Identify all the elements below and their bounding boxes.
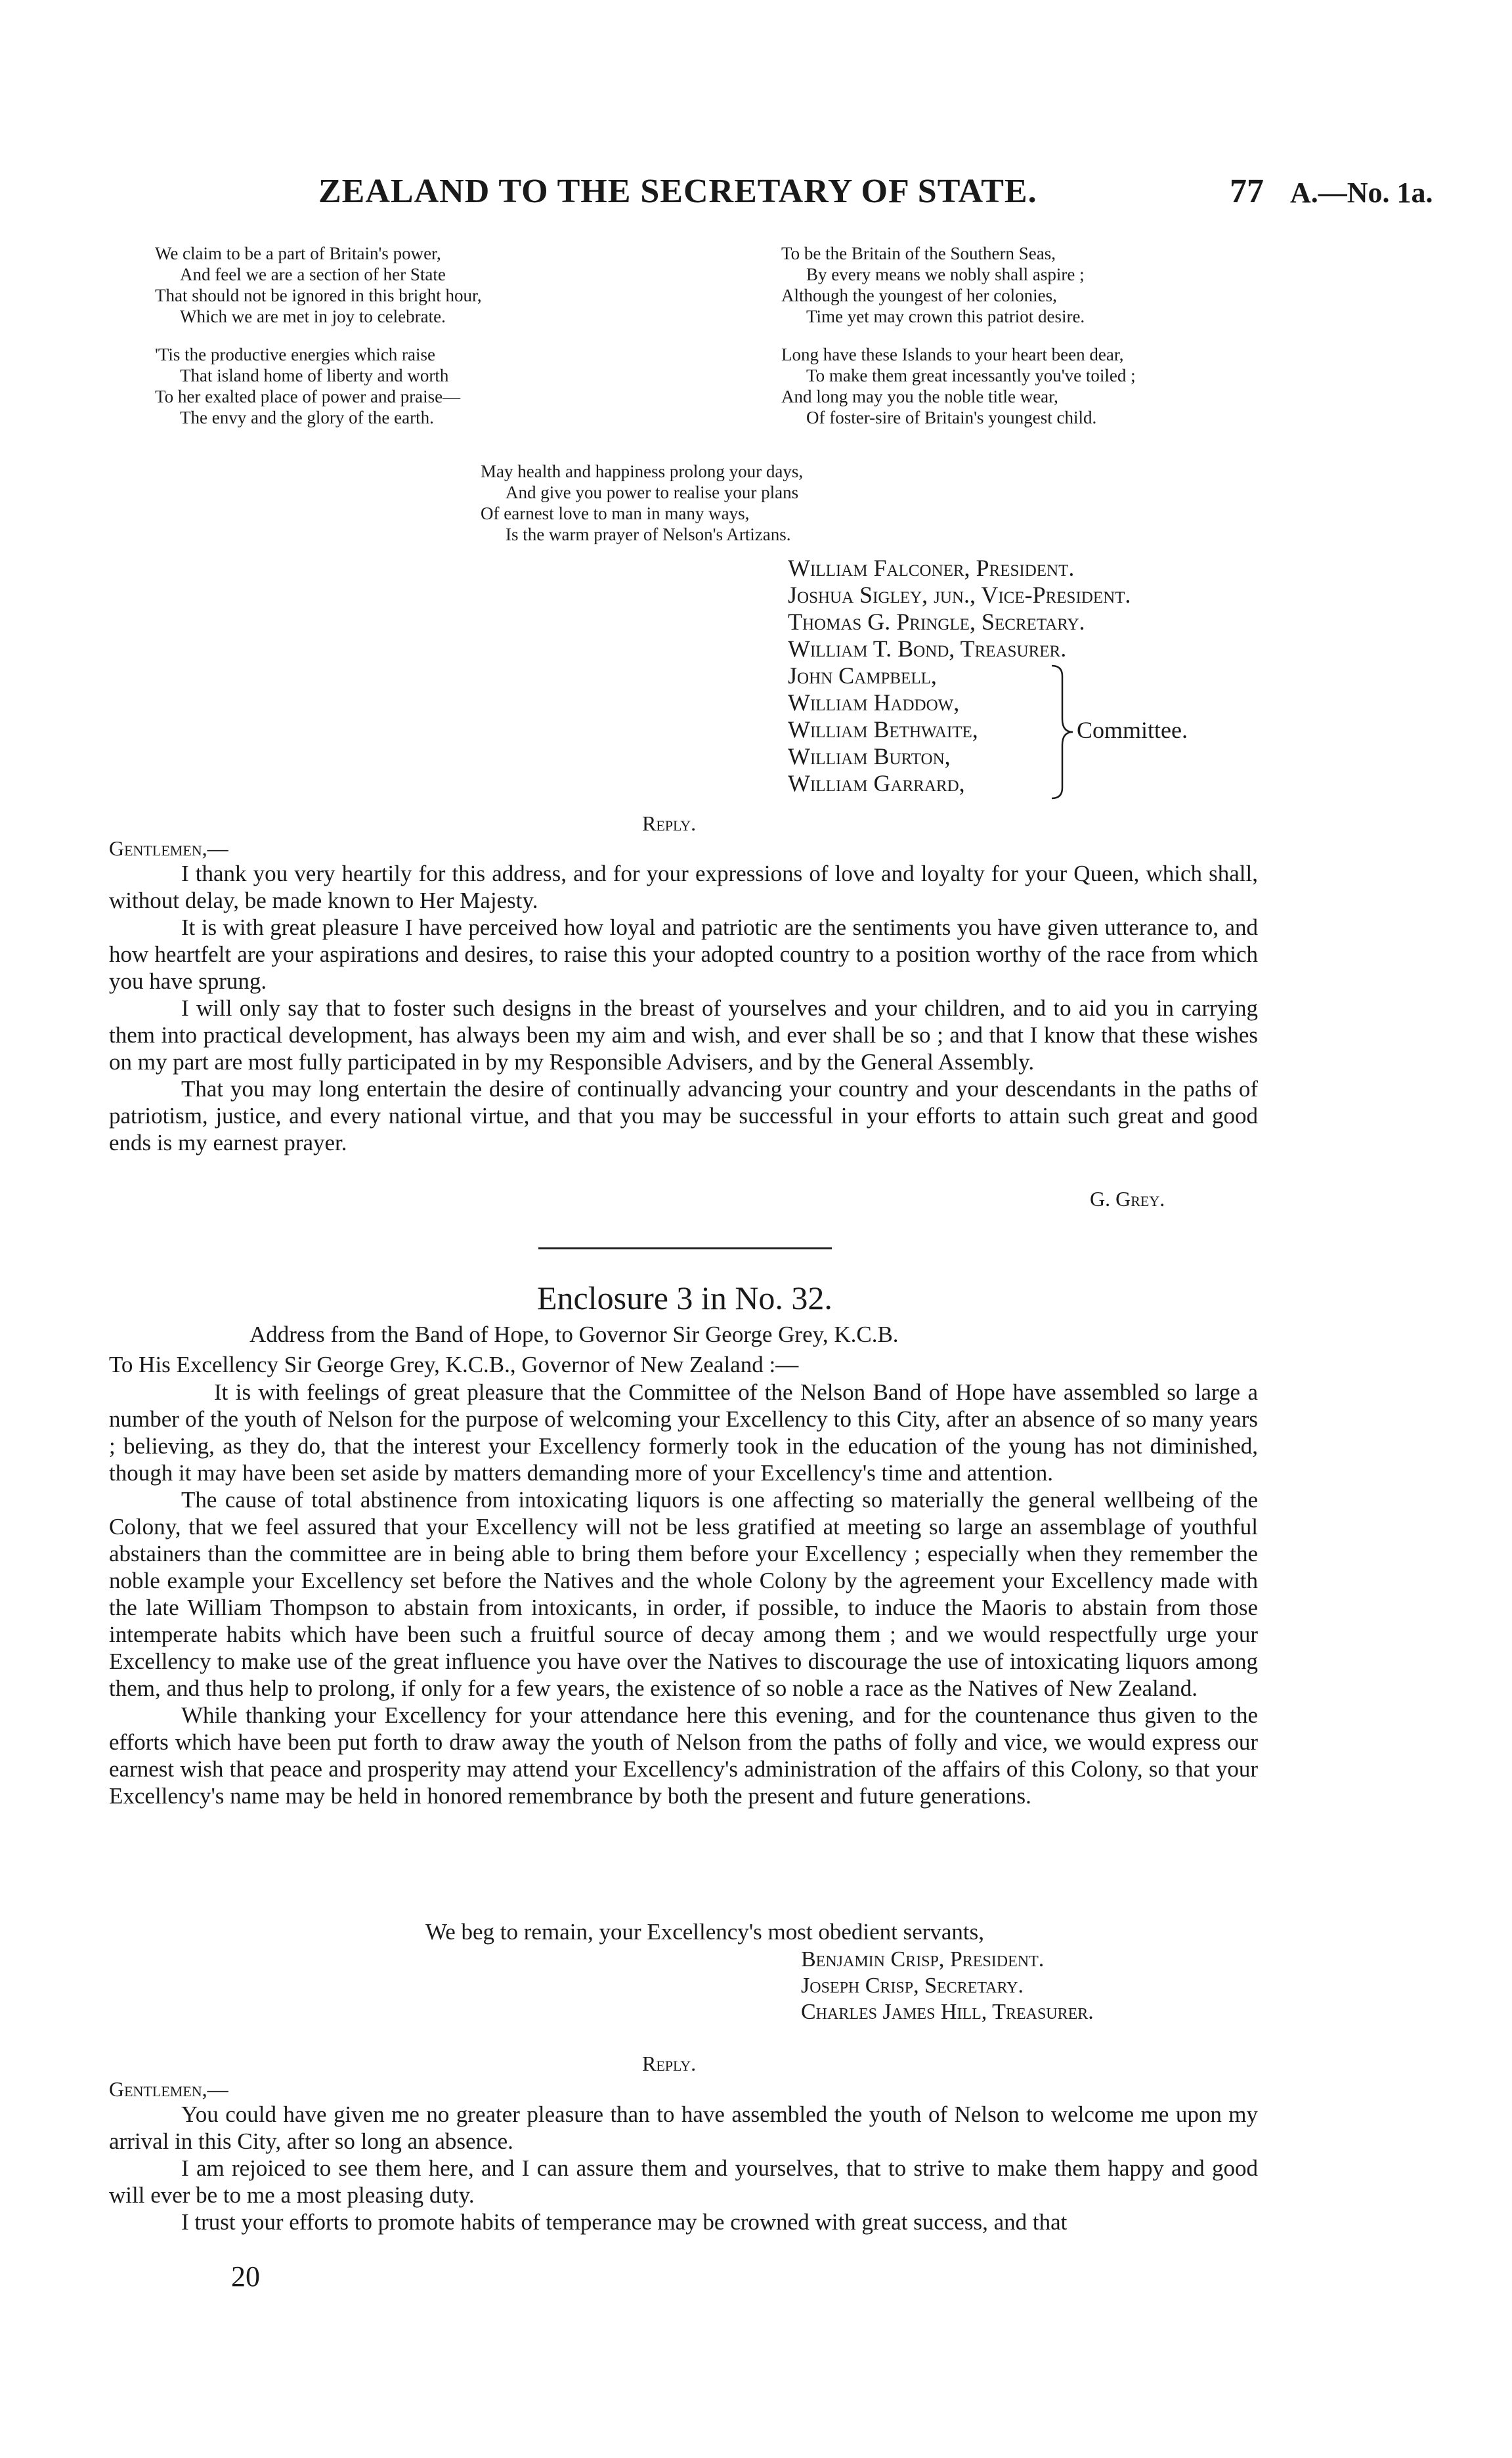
poem-line: That should not be ignored in this bright hour, (155, 286, 482, 305)
enclosure-title: Enclosure 3 in No. 32. (537, 1280, 832, 1316)
poem-line: May health and happiness prolong your days, (481, 462, 804, 481)
poem-line: Time yet may crown this patriot desire. (806, 307, 1085, 326)
poem-line: The envy and the glory of the earth. (180, 408, 434, 427)
poem-line: That island home of liberty and worth (180, 366, 449, 385)
poem-line: 'Tis the productive energies which raise (155, 345, 436, 364)
reply-heading: Reply. (642, 2052, 697, 2075)
page-number: 77 (1230, 173, 1264, 210)
poem-line: Is the warm prayer of Nelson's Artizans. (506, 525, 791, 544)
reply-paragraph: I trust your efforts to promote habits of temperance may be crowned with great success, and that (181, 2209, 1068, 2235)
reply-paragraph: You could have given me no greater pleasure than to have assembled the youth of Nelson to welcome me upon my arrival in this City, after so long an absence. (109, 2102, 1258, 2154)
poem-closing-stanza (481, 461, 803, 545)
signer-line: Thomas G. Pringle, Secretary. (788, 609, 1085, 635)
signer-line: Joseph Crisp, Secretary. (801, 1973, 1024, 1998)
signer-line: William Falconer, President. (788, 555, 1075, 581)
poem-line: And long may you the noble title wear, (781, 387, 1058, 406)
signer-line: Benjamin Crisp, President. (801, 1947, 1045, 1972)
committee-member: William Bethwaite, (788, 716, 978, 743)
committee-member: William Haddow, (788, 689, 960, 716)
enclosure-addressee: To His Excellency Sir George Grey, K.C.B., Governor of New Zealand :— (109, 1352, 799, 1377)
address-paragraph: While thanking your Excellency for your attendance here this evening, and for the countenance thus given to the efforts which have been put forth to draw away the youth of Nelson from the paths of folly and vice, we would express our earnest wish that peace and prosperity may attend your Excellency's administration of the affairs of this Colony, so that your Excellency's name may be held in honored remembrance by both the present and future generations. (109, 1702, 1258, 1809)
committee-member: William Burton, (788, 743, 951, 769)
poem-line: Which we are met in joy to celebrate. (180, 307, 446, 326)
poem-line: Of foster-sire of Britain's youngest child. (806, 408, 1097, 427)
poem-line: To make them great incessantly you've toiled ; (806, 366, 1136, 385)
reply-paragraph: I am rejoiced to see them here, and I can assure them and yourselves, that to strive to make them happy and good will ever be to me a most pleasing duty. (109, 2155, 1258, 2208)
poem-left-column (155, 243, 482, 428)
poem-line: Although the youngest of her colonies, (781, 286, 1057, 305)
address-closing: We beg to remain, your Excellency's most obedient servants, (425, 1919, 985, 1945)
poem-line: We claim to be a part of Britain's power, (155, 244, 441, 263)
artizans-signers (788, 555, 1131, 797)
poem-line: Of earnest love to man in many ways, (481, 504, 750, 523)
committee-brace (1049, 663, 1075, 804)
committee-label: Committee. (1077, 717, 1188, 743)
poem-line: And give you power to realise your plans (506, 483, 799, 502)
reply-paragraph: I will only say that to foster such designs in the breast of yourselves and your children, and to aid you in carrying them into practical development, has always been my aim and wish, and ever shall be so ; and that I know that these wishes on my part are most fully participated in by my Responsible Advisers, and by the General Assembly. (109, 995, 1258, 1075)
committee-member: William Garrard, (788, 770, 965, 796)
reply-heading: Reply. (642, 811, 697, 835)
reply-salutation: Gentlemen,— (109, 836, 228, 860)
poem-right-column (781, 243, 1136, 428)
committee-member: John Campbell, (788, 662, 937, 689)
reply-body (109, 860, 1258, 1156)
grey-signature: G. Grey. (1090, 1187, 1165, 1211)
enclosure-body (109, 1379, 1258, 1809)
poem-line: To be the Britain of the Southern Seas, (781, 244, 1056, 263)
reply-paragraph: I thank you very heartily for this address, and for your expressions of love and loyalty for your Queen, which shall, without delay, be made known to Her Majesty. (109, 861, 1258, 913)
reply-paragraph: That you may long entertain the desire of continually advancing your country and your descendants in the paths of patriotism, justice, and every national virtue, and that you may be successful in your efforts to attain such great and good ends is my earnest prayer. (109, 1076, 1258, 1155)
section-divider (538, 1247, 832, 1249)
enclosure-subtitle: Address from the Band of Hope, to Governor Sir George Grey, K.C.B. (249, 1322, 899, 1347)
poem-line: To her exalted place of power and praise— (155, 387, 461, 406)
poem-line: And feel we are a section of her State (180, 265, 446, 284)
signer-line: Charles James Hill, Treasurer. (801, 2000, 1094, 2024)
signer-line: William T. Bond, Treasurer. (788, 636, 1067, 662)
address-paragraph: The cause of total abstinence from intoxicating liquors is one affecting so materially the general wellbeing of the Colony, that we feel assured that your Excellency will not be less gratified at meeting so large an assemblage of youthful abstainers than the committee are in being able to bring them before your Excellency ; especially when they remember the noble example your Excellency set before the Natives and the whole Colony by the agreement your Excellency made with the late William Thompson to abstain from intoxicants, in order, if possible, to induce the Maoris to abstain from those intemperate habits which have been such a fruitful source of decay among them ; and we would respectfully urge your Excellency to make use of the great influence you have over the Natives to discourage the use of intoxicating liquors among them, and thus help to prolong, if only for a few years, the existence of so noble a race as the Natives of New Zealand. (109, 1487, 1258, 1701)
address-paragraph: It is with feelings of great pleasure that the Committee of the Nelson Band of Hope have assembled so large a number of the youth of Nelson for the purpose of welcoming your Excellency to this City, after an absence of so many years ; believing, as they do, that the interest your Excellency formerly took in the education of the young has not diminished, though it may have been set aside by matters demanding more of your Excellency's time and attention. (109, 1379, 1258, 1486)
poem-line: By every means we nobly shall aspire ; (806, 265, 1085, 284)
band-of-hope-signers (801, 1947, 1094, 2025)
reply-paragraph: It is with great pleasure I have perceived how loyal and patriotic are the sentiments you have given utterance to, and how heartfelt are your aspirations and desires, to raise this your adopted country to a position worthy of the race from which you have sprung. (109, 915, 1258, 994)
signature-mark: 20 (231, 2260, 260, 2293)
running-header-title: ZEALAND TO THE SECRETARY OF STATE. (318, 173, 1037, 210)
signer-line: Joshua Sigley, jun., Vice-President. (788, 582, 1131, 608)
reply-salutation: Gentlemen,— (109, 2077, 228, 2101)
reply-body (109, 2101, 1258, 2235)
document-reference: A.—No. 1a. (1290, 177, 1433, 209)
poem-line: Long have these Islands to your heart been dear, (781, 345, 1124, 364)
